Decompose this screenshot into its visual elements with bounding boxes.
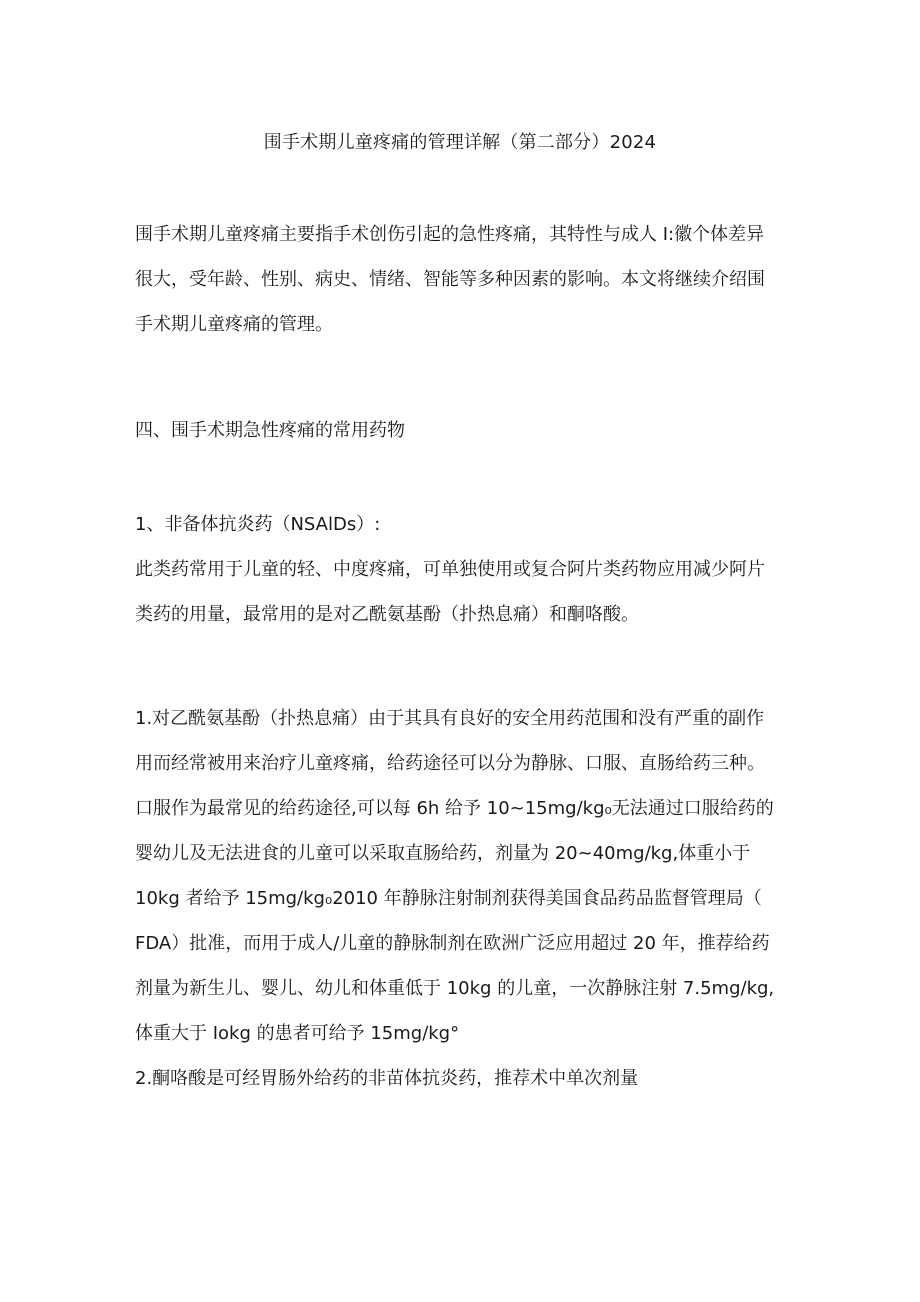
section-heading [135, 408, 795, 453]
document-title: 围手术期儿童疼痛的管理详解（第二部分）2024 [263, 132, 657, 153]
subsection-line: 此类药常用于儿童的轻、中度疼痛，可单独使用或复合阿片类药物应用减少阿片 [135, 559, 765, 580]
item-1-line: 婴幼儿及无法进食的儿童可以采取直肠给药，剂量为 20~40mg∕kg,体重小于 [135, 843, 751, 864]
item-1-paragraph [135, 696, 795, 1101]
item-1-line: 用而经常被用来治疗儿童疼痛，给药途径可以分为静脉、口服、直肠给药三种。 [135, 753, 765, 774]
intro-line: 手术期儿童疼痛的管理。 [135, 314, 333, 335]
item-1-line: 1.对乙酰氨基酚（扑热息痛）由于其具有良好的安全用药范围和没有严重的副作 [135, 708, 765, 729]
subsection-block [135, 502, 795, 637]
item-2-line: 2.酮咯酸是可经胃肠外给药的非苗体抗炎药，推荐术中单次剂量 [135, 1068, 639, 1089]
item-1-line: 10kg 者给予 15mg∕kg₀2010 年静脉注射制剂获得美国食品药品监督管理局（ [135, 888, 762, 909]
item-1-line: FDA）批准，而用于成人/儿童的静脉制剂在欧洲广泛应用超过 20 年，推荐给药 [135, 933, 770, 954]
intro-line: 围手术期儿童疼痛主要指手术创伤引起的急性疼痛，其特性与成人 I:徽个体差异 [135, 224, 765, 245]
item-1-line: 口服作为最常见的给药途径,可以每 6h 给予 10~15mg∕kg₀无法通过口服给药的 [135, 798, 774, 819]
intro-paragraph [135, 212, 795, 347]
intro-line: 很大，受年龄、性别、病史、情绪、智能等多种因素的影响。本文将继续介绍围 [135, 269, 765, 290]
subsection-line: 类药的用量，最常用的是对乙酰氨基酚（扑热息痛）和酮咯酸。 [135, 604, 639, 625]
section-heading-text: 四、围手术期急性疼痛的常用药物 [135, 420, 405, 441]
item-1-line: 体重大于 Iokg 的患者可给予 15mg∕kg° [135, 1023, 460, 1044]
subsection-heading: 1、非备体抗炎药（NSAlDs）: [135, 514, 381, 535]
item-1-line: 剂量为新生儿、婴儿、幼儿和体重低于 10kg 的儿童，一次静脉注射 7.5mg∕kg, [135, 978, 775, 999]
